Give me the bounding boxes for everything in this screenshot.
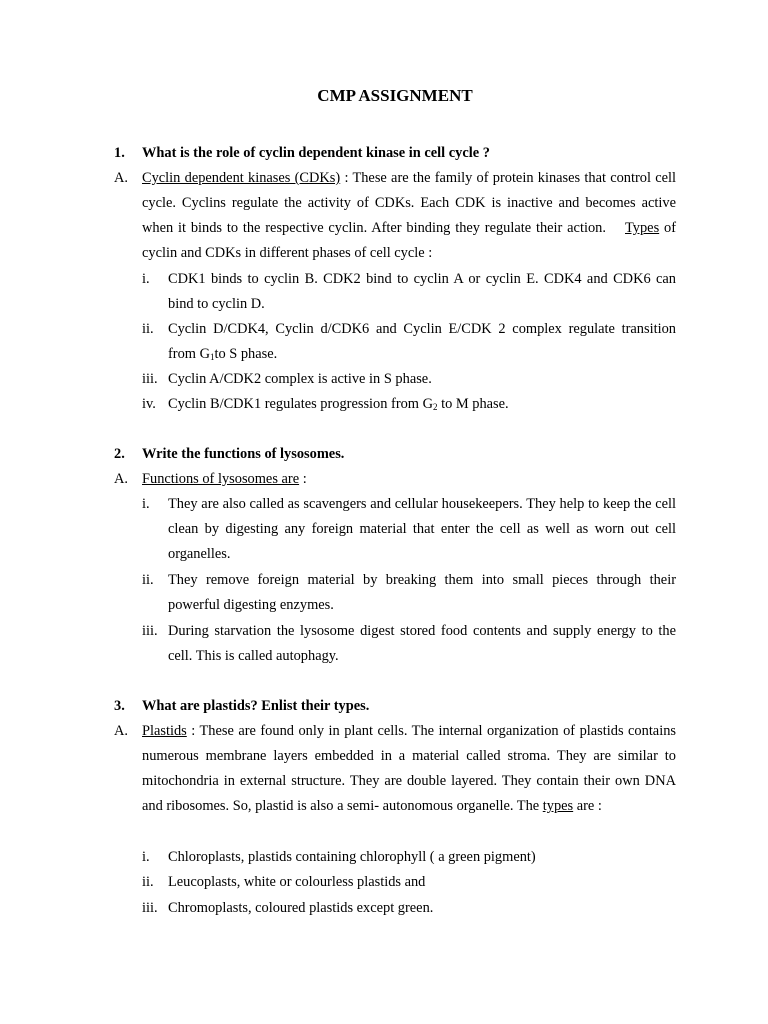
answer-marker: A. [114,471,128,487]
list-item-text: CDK1 binds to cyclin B. CDK2 bind to cyclin A or cyclin E. CDK4 and CDK6 can bind to cyclin D. [168,271,676,312]
page-title: CMP ASSIGNMENT [317,86,473,105]
answer-text: : [299,471,307,487]
list-item-text-part: to S phase. [214,346,278,362]
list-item-text-part: to M phase. [437,396,509,412]
question-number: 1. [114,145,125,161]
list-marker: ii. [142,874,154,890]
question-number: 2. [114,446,125,462]
list-item-text-part: Cyclin B/CDK1 regulates progression from G [168,396,433,412]
types-rest: are : [573,798,602,814]
answer-term: Plastids [142,723,187,739]
question-text: What are plastids? Enlist their types. [142,698,370,714]
answer-term: Cyclin dependent kinases (CDKs) [142,170,341,186]
question-text: Write the functions of lysosomes. [142,446,345,462]
types-rest: of cyclin and CDKs in different phases of cell cycle : [142,220,676,261]
list-item-text [168,392,676,417]
answer-1-paragraph [142,166,676,266]
answer-text: : These are found only in plant cells. The internal organization of plastids contains numerous membrane layers embedded in a material called stroma. They are similar to mitochondria in external structure. They are double layered. They contain their own DNA and ribosomes. So, plastid is also a semi- autonomous organelle. The [142,723,676,814]
types-word: types [542,798,574,814]
list-item-text-part: Cyclin D/CDK4, Cyclin d/CDK6 and Cyclin E/CDK 2 complex regulate transition from G [168,321,676,362]
list-marker: i. [142,271,150,287]
list-item-text: They remove foreign material by breaking them into small pieces through their powerful digesting enzymes. [168,572,676,613]
answer-text: : These are the family of protein kinases that control cell cycle. Cyclins regulate the activity of CDKs. Each CDK is inactive and becomes active when it binds to the respective cyclin. After binding they regulate their action. [142,170,676,236]
list-item-text: Chloroplasts, plastids containing chlorophyll ( a green pigment) [168,849,536,865]
question-text: What is the role of cyclin dependent kinase in cell cycle ? [142,145,490,161]
list-marker: i. [142,849,150,865]
list-marker: iii. [142,900,158,916]
subscript: 2 [433,402,438,412]
list-marker: iv. [142,396,156,412]
list-item-text: They are also called as scavengers and cellular housekeepers. They help to keep the cell clean by digesting any foreign material that enter the cell as well as worn out cell organelles. [168,496,676,562]
answer-3-paragraph [142,719,676,819]
answer-term: Functions of lysosomes are [142,471,300,487]
list-item-text: Chromoplasts, coloured plastids except green. [168,900,434,916]
list-marker: iii. [142,623,158,639]
list-item-text: During starvation the lysosome digest stored food contents and supply energy to the cell. This is called autophagy. [168,623,676,664]
list-item-text [168,317,676,367]
types-word: Types [625,220,660,236]
list-marker: i. [142,496,150,512]
question-number: 3. [114,698,125,714]
list-marker: iii. [142,371,158,387]
answer-marker: A. [114,170,128,186]
list-item-text: Cyclin A/CDK2 complex is active in S phase. [168,371,432,387]
list-item-text: Leucoplasts, white or colourless plastids and [168,874,426,890]
answer-2-paragraph [142,467,676,492]
list-marker: ii. [142,321,154,337]
list-marker: ii. [142,572,154,588]
subscript: 1 [209,352,215,362]
answer-marker: A. [114,723,128,739]
